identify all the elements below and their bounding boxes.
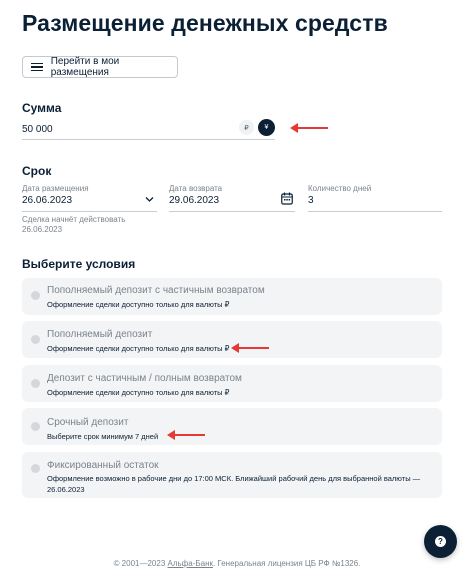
help-button[interactable] bbox=[424, 525, 457, 558]
term-title: Срок bbox=[22, 164, 52, 178]
amount-input[interactable]: 50 000 bbox=[22, 124, 53, 135]
return-date-underline bbox=[169, 211, 295, 212]
condition-subtitle: Выберите срок минимум 7 дней bbox=[47, 432, 159, 441]
help-icon: ? bbox=[435, 536, 446, 547]
chevron-down-icon[interactable] bbox=[145, 196, 154, 203]
conditions-title: Выберите условия bbox=[22, 257, 136, 271]
condition-title: Пополняемый депозит с частичным возвратом bbox=[47, 285, 265, 296]
calendar-icon[interactable] bbox=[281, 192, 293, 205]
condition-title: Депозит с частичным / полным возвратом bbox=[47, 373, 242, 384]
footer-bank-link[interactable]: Альфа-Банк bbox=[167, 559, 213, 568]
deal-start-hint: Сделка начнёт действовать bbox=[22, 215, 126, 224]
currency-cny-button[interactable]: ¥ bbox=[258, 119, 275, 136]
radio-button[interactable] bbox=[31, 464, 40, 473]
amount-title: Сумма bbox=[22, 101, 62, 115]
placement-date-label: Дата размещения bbox=[22, 184, 89, 193]
list-icon bbox=[31, 63, 43, 72]
condition-title: Пополняемый депозит bbox=[47, 329, 153, 340]
condition-subtitle: Оформление сделки доступно только для валюты ₽ bbox=[47, 344, 230, 353]
radio-button[interactable] bbox=[31, 422, 40, 431]
annotation-arrow bbox=[169, 434, 205, 436]
footer bbox=[0, 559, 474, 568]
my-deposits-button[interactable] bbox=[22, 56, 178, 78]
radio-button[interactable] bbox=[31, 291, 40, 300]
condition-subtitle: Оформление сделки доступно только для валюты ₽ bbox=[47, 388, 230, 397]
condition-option[interactable] bbox=[22, 408, 442, 445]
my-deposits-label: Перейти в мои размещения bbox=[50, 56, 120, 78]
days-underline bbox=[308, 211, 442, 212]
deal-start-date: 26.06.2023 bbox=[22, 225, 63, 234]
placement-date-underline bbox=[22, 211, 157, 212]
footer-suffix: . Генеральная лицензия ЦБ РФ №1326. bbox=[212, 559, 361, 568]
condition-title: Фиксированный остаток bbox=[47, 460, 159, 471]
condition-title: Срочный депозит bbox=[47, 417, 129, 428]
currency-rub-button[interactable]: ₽ bbox=[239, 120, 254, 135]
condition-option[interactable] bbox=[22, 365, 442, 402]
annotation-arrow bbox=[292, 127, 328, 129]
radio-button[interactable] bbox=[31, 379, 40, 388]
footer-prefix: © 2001—2023 bbox=[113, 559, 168, 568]
condition-option[interactable] bbox=[22, 278, 442, 315]
amount-underline bbox=[22, 139, 275, 140]
condition-option[interactable] bbox=[22, 452, 442, 498]
days-label: Количество дней bbox=[308, 184, 372, 193]
radio-button[interactable] bbox=[31, 335, 40, 344]
condition-subtitle: Оформление сделки доступно только для валюты ₽ bbox=[47, 300, 230, 309]
condition-subtitle-date: 26.06.2023 bbox=[47, 485, 85, 494]
annotation-arrow bbox=[233, 347, 269, 349]
placement-date-input[interactable]: 26.06.2023 bbox=[22, 195, 73, 206]
return-date-label: Дата возврата bbox=[169, 184, 223, 193]
days-input[interactable]: 3 bbox=[308, 195, 314, 206]
return-date-input[interactable]: 29.06.2023 bbox=[169, 195, 220, 206]
condition-subtitle: Оформление возможно в рабочие дни до 17:00 МСК. Ближайший рабочий день для выбранной валюты — bbox=[47, 474, 421, 483]
page-title: Размещение денежных средств bbox=[22, 10, 388, 36]
